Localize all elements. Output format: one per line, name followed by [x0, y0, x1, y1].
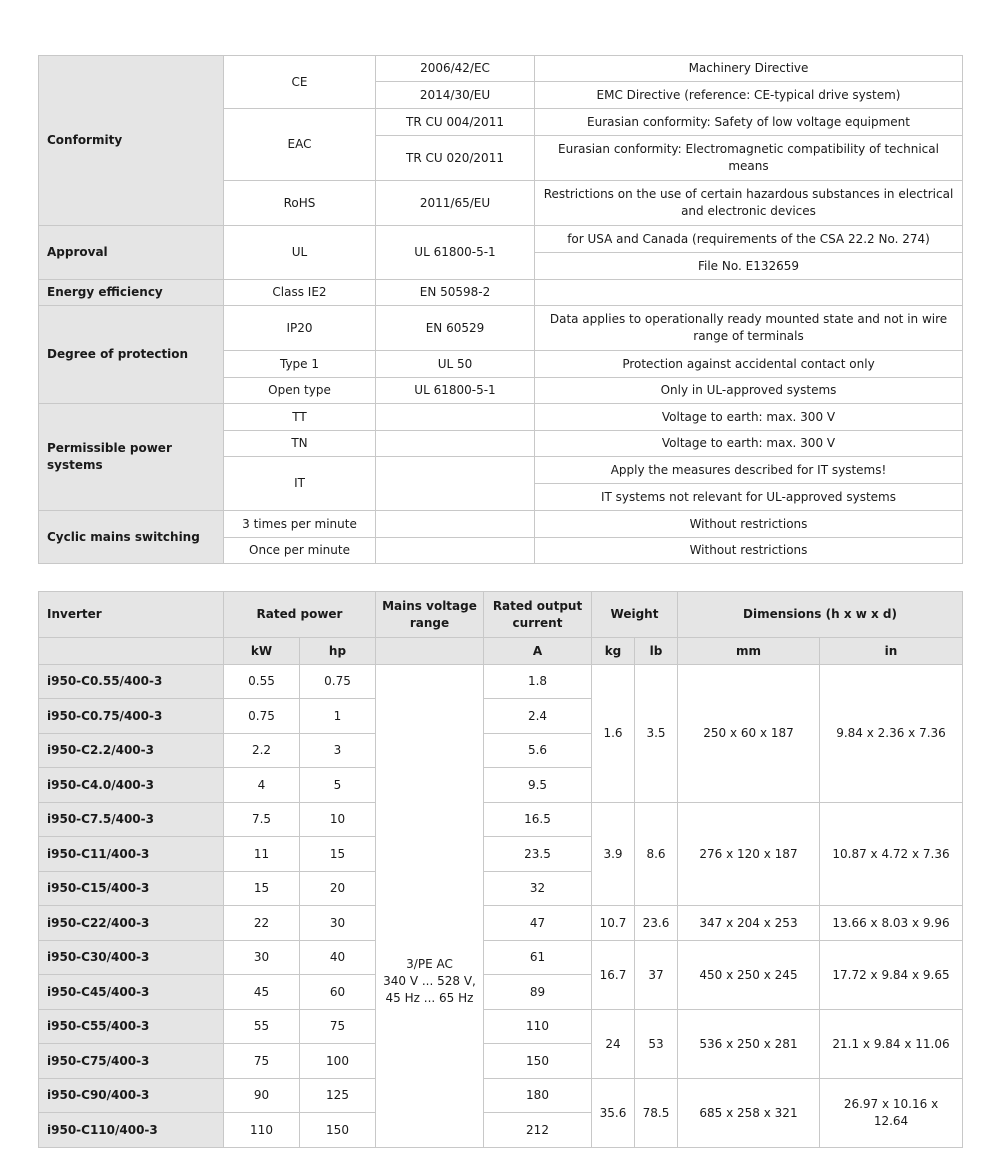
- table-row: [39, 56, 963, 82]
- lb-unit: lb: [635, 638, 678, 665]
- power-system-type: TT: [224, 404, 376, 431]
- output-current-cell: 180: [484, 1079, 592, 1113]
- inverter-header: Inverter: [39, 592, 224, 638]
- inverter-name: i950-C15/400-3: [39, 872, 224, 906]
- cyclic-type: Once per minute: [224, 538, 376, 564]
- protection-label: Degree of protection: [39, 306, 224, 404]
- hp-cell: 125: [300, 1079, 376, 1113]
- power-systems-label: Permissible power systems: [39, 404, 224, 511]
- weight-kg-cell: 16.7: [592, 941, 635, 1010]
- hp-unit: hp: [300, 638, 376, 665]
- description-cell: Machinery Directive: [535, 56, 963, 82]
- inverter-name: i950-C75/400-3: [39, 1044, 224, 1079]
- weight-kg-cell: 1.6: [592, 665, 635, 803]
- description-cell: [535, 280, 963, 306]
- dimensions-mm-cell: 347 x 204 x 253: [678, 906, 820, 941]
- cyclic-type: 3 times per minute: [224, 511, 376, 538]
- weight-header: Weight: [592, 592, 678, 638]
- output-current-cell: 16.5: [484, 803, 592, 837]
- approval-label: Approval: [39, 226, 224, 280]
- protection-type: IP20: [224, 306, 376, 351]
- dimensions-in-cell: 21.1 x 9.84 x 11.06: [820, 1010, 963, 1079]
- power-system-type: IT: [224, 457, 376, 511]
- dimensions-mm-cell: 450 x 250 x 245: [678, 941, 820, 1010]
- hp-cell: 30: [300, 906, 376, 941]
- inverter-rows: [39, 665, 963, 1148]
- kw-cell: 15: [224, 872, 300, 906]
- inverter-name: i950-C22/400-3: [39, 906, 224, 941]
- table-row: [39, 906, 963, 941]
- output-current-cell: 61: [484, 941, 592, 975]
- kw-cell: 90: [224, 1079, 300, 1113]
- energy-class: Class IE2: [224, 280, 376, 306]
- mains-voltage-line: 45 Hz ... 65 Hz: [385, 990, 474, 1005]
- kw-cell: 75: [224, 1044, 300, 1079]
- energy-efficiency-label: Energy efficiency: [39, 280, 224, 306]
- kw-unit: kW: [224, 638, 300, 665]
- dimensions-in-cell: 17.72 x 9.84 x 9.65: [820, 941, 963, 1010]
- mains-voltage-line: 340 V ... 528 V,: [383, 973, 476, 988]
- output-current-cell: 1.8: [484, 665, 592, 699]
- standard-cell: UL 61800-5-1: [376, 378, 535, 404]
- output-current-cell: 2.4: [484, 699, 592, 734]
- kw-cell: 11: [224, 837, 300, 872]
- inverter-name: i950-C11/400-3: [39, 837, 224, 872]
- description-cell: Without restrictions: [535, 511, 963, 538]
- rohs-label: RoHS: [224, 181, 376, 226]
- dimensions-mm-cell: 250 x 60 x 187: [678, 665, 820, 803]
- standard-cell: 2006/42/EC: [376, 56, 535, 82]
- standard-cell: [376, 404, 535, 431]
- description-cell: Apply the measures described for IT systems!: [535, 457, 963, 484]
- hp-cell: 3: [300, 734, 376, 768]
- protection-type: Open type: [224, 378, 376, 404]
- inverter-table: [38, 591, 963, 1148]
- description-cell: Voltage to earth: max. 300 V: [535, 404, 963, 431]
- standard-cell: UL 50: [376, 351, 535, 378]
- description-cell: File No. E132659: [535, 253, 963, 280]
- kg-unit: kg: [592, 638, 635, 665]
- table-row: [39, 941, 963, 975]
- rated-output-header: Rated output current: [484, 592, 592, 638]
- table-row: [39, 1079, 963, 1113]
- output-current-cell: 9.5: [484, 768, 592, 803]
- kw-cell: 0.55: [224, 665, 300, 699]
- dimensions-mm-cell: 276 x 120 x 187: [678, 803, 820, 906]
- hp-cell: 40: [300, 941, 376, 975]
- output-current-cell: 212: [484, 1113, 592, 1148]
- mains-voltage-header: Mains voltage range: [376, 592, 484, 638]
- description-cell: Restrictions on the use of certain hazardous substances in electrical and electronic devices: [535, 181, 963, 226]
- inverter-name: i950-C110/400-3: [39, 1113, 224, 1148]
- description-cell: for USA and Canada (requirements of the CSA 22.2 No. 274): [535, 226, 963, 253]
- dimensions-mm-cell: 685 x 258 x 321: [678, 1079, 820, 1148]
- weight-lb-cell: 8.6: [635, 803, 678, 906]
- mm-unit: mm: [678, 638, 820, 665]
- hp-cell: 10: [300, 803, 376, 837]
- dimensions-in-cell: 26.97 x 10.16 x 12.64: [820, 1079, 963, 1148]
- standard-cell: 2014/30/EU: [376, 82, 535, 109]
- standard-cell: [376, 511, 535, 538]
- cyclic-switching-label: Cyclic mains switching: [39, 511, 224, 564]
- hp-cell: 150: [300, 1113, 376, 1148]
- standard-cell: [376, 538, 535, 564]
- kw-cell: 45: [224, 975, 300, 1010]
- dimensions-mm-cell: 536 x 250 x 281: [678, 1010, 820, 1079]
- unit-row: [39, 638, 963, 665]
- conformity-table: [38, 55, 963, 564]
- inverter-name: i950-C7.5/400-3: [39, 803, 224, 837]
- output-current-cell: 110: [484, 1010, 592, 1044]
- kw-cell: 7.5: [224, 803, 300, 837]
- rated-power-header: Rated power: [224, 592, 376, 638]
- weight-kg-cell: 10.7: [592, 906, 635, 941]
- weight-kg-cell: 24: [592, 1010, 635, 1079]
- standard-cell: TR CU 004/2011: [376, 109, 535, 136]
- output-current-cell: 23.5: [484, 837, 592, 872]
- in-unit: in: [820, 638, 963, 665]
- kw-cell: 110: [224, 1113, 300, 1148]
- description-cell: Only in UL-approved systems: [535, 378, 963, 404]
- dimensions-in-cell: 13.66 x 8.03 x 9.96: [820, 906, 963, 941]
- output-current-cell: 32: [484, 872, 592, 906]
- kw-cell: 4: [224, 768, 300, 803]
- inverter-name: i950-C45/400-3: [39, 975, 224, 1010]
- table-row: [39, 511, 963, 538]
- weight-kg-cell: 35.6: [592, 1079, 635, 1148]
- output-current-cell: 150: [484, 1044, 592, 1079]
- eac-label: EAC: [224, 109, 376, 181]
- description-cell: EMC Directive (reference: CE-typical drive system): [535, 82, 963, 109]
- hp-cell: 100: [300, 1044, 376, 1079]
- kw-cell: 0.75: [224, 699, 300, 734]
- hp-cell: 15: [300, 837, 376, 872]
- table-row: [39, 803, 963, 837]
- hp-cell: 1: [300, 699, 376, 734]
- description-cell: IT systems not relevant for UL-approved systems: [535, 484, 963, 511]
- kw-cell: 22: [224, 906, 300, 941]
- inverter-name: i950-C30/400-3: [39, 941, 224, 975]
- description-cell: Voltage to earth: max. 300 V: [535, 431, 963, 457]
- inverter-name: i950-C0.55/400-3: [39, 665, 224, 699]
- hp-cell: 60: [300, 975, 376, 1010]
- description-cell: Without restrictions: [535, 538, 963, 564]
- inverter-name: i950-C90/400-3: [39, 1079, 224, 1113]
- inverter-name: i950-C0.75/400-3: [39, 699, 224, 734]
- weight-kg-cell: 3.9: [592, 803, 635, 906]
- dimensions-in-cell: 10.87 x 4.72 x 7.36: [820, 803, 963, 906]
- mains-voltage-line: 3/PE AC: [406, 956, 453, 971]
- output-current-cell: 47: [484, 906, 592, 941]
- weight-lb-cell: 37: [635, 941, 678, 1010]
- standard-cell: EN 50598-2: [376, 280, 535, 306]
- standard-cell: [376, 457, 535, 511]
- empty-unit-cell: [39, 638, 224, 665]
- mains-voltage-cell: [376, 665, 484, 1148]
- table-row: [39, 226, 963, 253]
- ce-label: CE: [224, 56, 376, 109]
- approval-type: UL: [224, 226, 376, 280]
- table-row: [39, 404, 963, 431]
- table-row: [39, 665, 963, 699]
- hp-cell: 5: [300, 768, 376, 803]
- inverter-name: i950-C2.2/400-3: [39, 734, 224, 768]
- dimensions-header: Dimensions (h x w x d): [678, 592, 963, 638]
- standard-cell: EN 60529: [376, 306, 535, 351]
- output-current-cell: 5.6: [484, 734, 592, 768]
- standard-cell: TR CU 020/2011: [376, 136, 535, 181]
- a-unit: A: [484, 638, 592, 665]
- table-row: [39, 306, 963, 351]
- inverter-name: i950-C4.0/400-3: [39, 768, 224, 803]
- output-current-cell: 89: [484, 975, 592, 1010]
- hp-cell: 75: [300, 1010, 376, 1044]
- description-cell: Data applies to operationally ready mounted state and not in wire range of terminals: [535, 306, 963, 351]
- weight-lb-cell: 23.6: [635, 906, 678, 941]
- table-row: [39, 1010, 963, 1044]
- inverter-name: i950-C55/400-3: [39, 1010, 224, 1044]
- empty-unit-cell: [376, 638, 484, 665]
- standard-cell: 2011/65/EU: [376, 181, 535, 226]
- description-cell: Protection against accidental contact only: [535, 351, 963, 378]
- table-row: [39, 280, 963, 306]
- standard-cell: [376, 431, 535, 457]
- conformity-label: Conformity: [39, 56, 224, 226]
- kw-cell: 30: [224, 941, 300, 975]
- header-row: [39, 592, 963, 638]
- weight-lb-cell: 53: [635, 1010, 678, 1079]
- weight-lb-cell: 78.5: [635, 1079, 678, 1148]
- weight-lb-cell: 3.5: [635, 665, 678, 803]
- protection-type: Type 1: [224, 351, 376, 378]
- kw-cell: 55: [224, 1010, 300, 1044]
- kw-cell: 2.2: [224, 734, 300, 768]
- hp-cell: 20: [300, 872, 376, 906]
- power-system-type: TN: [224, 431, 376, 457]
- dimensions-in-cell: 9.84 x 2.36 x 7.36: [820, 665, 963, 803]
- hp-cell: 0.75: [300, 665, 376, 699]
- description-cell: Eurasian conformity: Electromagnetic compatibility of technical means: [535, 136, 963, 181]
- standard-cell: UL 61800-5-1: [376, 226, 535, 280]
- description-cell: Eurasian conformity: Safety of low voltage equipment: [535, 109, 963, 136]
